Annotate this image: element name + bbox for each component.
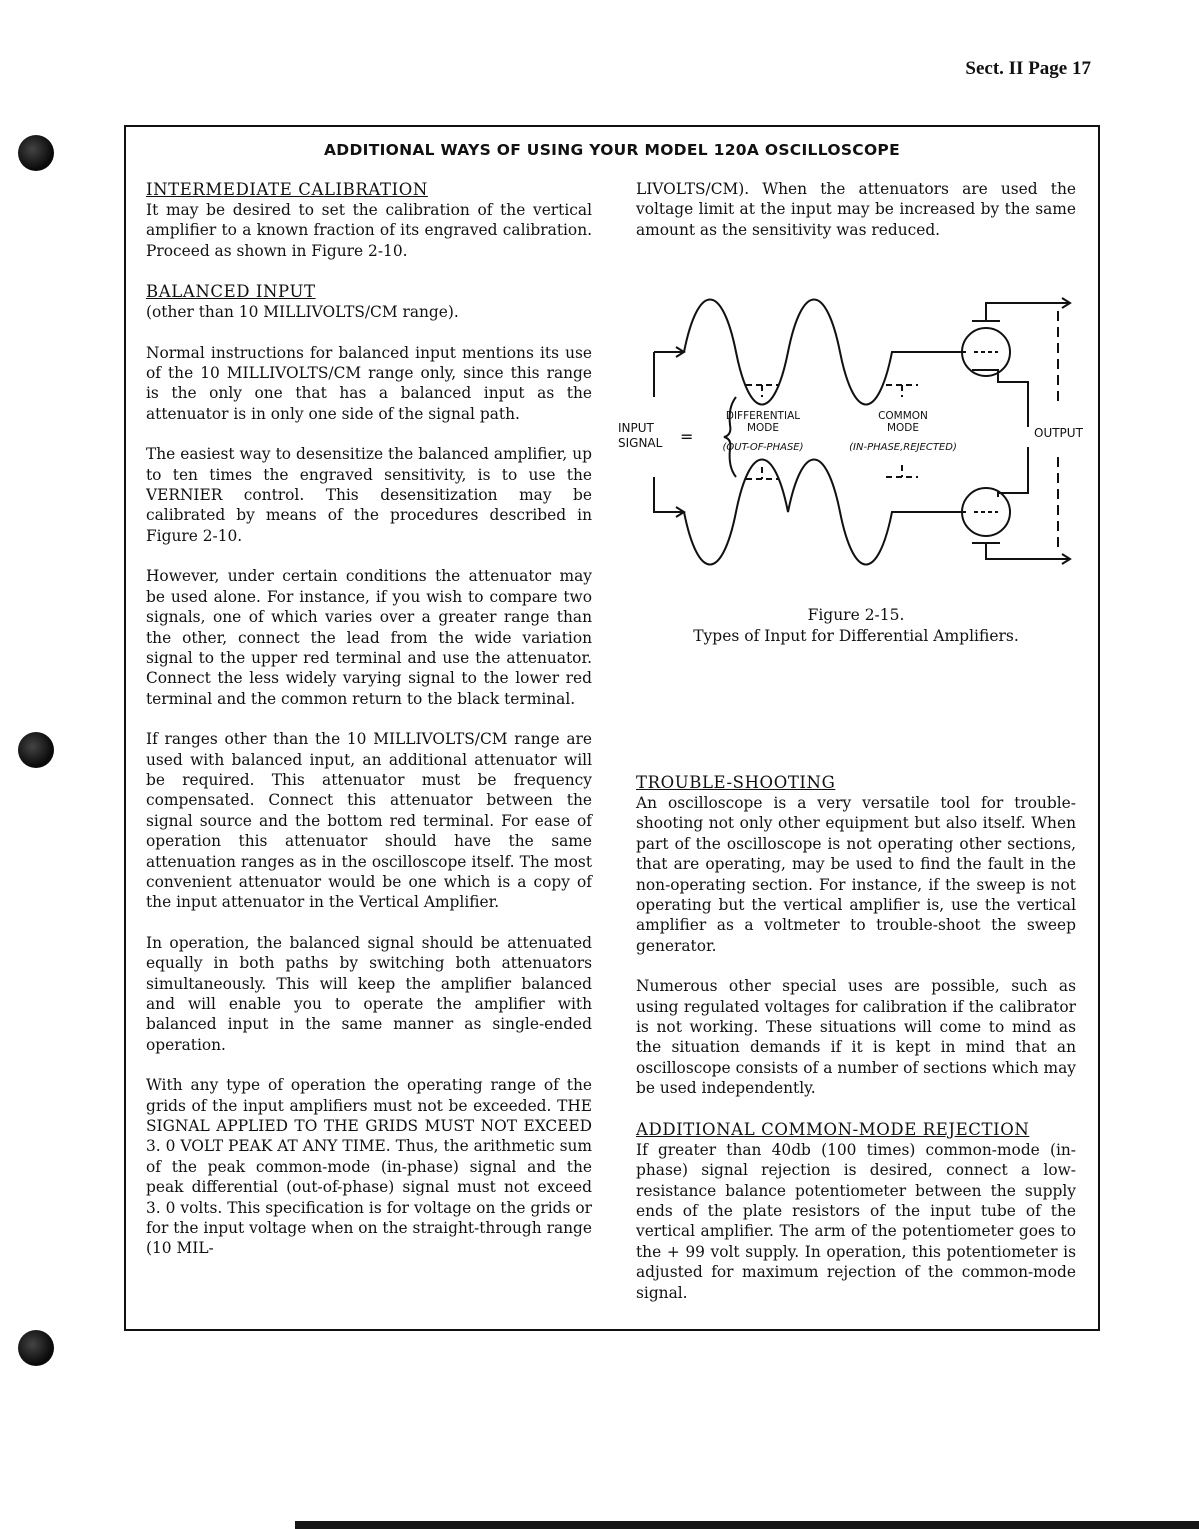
upper-tube-plate <box>972 303 1070 321</box>
paragraph-operation: In operation, the balanced signal should be attenuated equally in both paths by switching both attenuators simultaneously. This will keep the amplifier balanced and will enable you to operate the amplifier with balanced input in the same manner as single-ended operation. <box>146 933 592 1054</box>
diff-label-3: (OUT-OF-PHASE) <box>722 442 804 453</box>
common-lower-marker <box>886 465 918 477</box>
figure-2-15-diagram <box>618 297 1098 577</box>
heading-balanced-input: BALANCED INPUT <box>146 282 316 302</box>
paragraph-continuation: LIVOLTS/CM). When the attenuators are used the voltage limit at the input may be increased by the same amount as the sensitivity was reduced. <box>636 180 1076 239</box>
upper-sine-wave <box>684 300 966 405</box>
common-label-2: MODE <box>886 422 920 434</box>
paragraph-trouble-shooting: An oscilloscope is a very versatile tool for trouble-shooting not only other equipment but also itself. When part of the oscilloscope is not operating other sections, that are operating, may be used to find the fault in the non-operating section. For instance, if the sweep is not operating but the vertical amplifier is, use the vertical amplifier as a voltmeter to trouble-shoot the sweep generator. <box>636 794 1076 955</box>
diff-label-2: MODE <box>746 422 780 434</box>
figure-title: Types of Input for Differential Amplifiers. <box>693 627 1019 645</box>
lower-tube-plate <box>972 543 1070 559</box>
right-column-bottom <box>636 772 1076 1323</box>
input-label-2: SIGNAL <box>618 436 663 450</box>
common-label-1: COMMON <box>878 410 928 422</box>
paragraph-additional-attenuator: If ranges other than the 10 MILLIVOLTS/CM range are used with balanced input, an additional attenuator will be required. This attenuator must be frequency compensated. Connect this attenuator between the signal source and the bottom red terminal. For ease of operation this attenuator should have the same attenuation ranges as in the oscilloscope itself. The most convenient attenuator would be one which is a copy of the input attenuator in the Vertical Amplifier. <box>146 730 592 912</box>
figure-number: Figure 2-15. <box>807 606 905 624</box>
content-frame <box>124 125 1100 1331</box>
right-column-top <box>636 179 1076 260</box>
upper-tube-cathode <box>972 370 1028 427</box>
paragraph-operating-range: With any type of operation the operating range of the grids of the input amplifiers must not be exceeded. THE SIGNAL APPLIED TO THE GRIDS MUST NOT EXCEED 3. 0 VOLT PEAK AT ANY TIME. Thus, the arithmetic sum of the peak common-mode (in-phase) signal and the peak differential (out-of-phase) signal must not exceed 3. 0 volts. This specification is for voltage on the grids or for the input voltage when on the straight-through range (10 MIL- <box>146 1076 592 1258</box>
common-label-3: (IN-PHASE,REJECTED) <box>849 442 957 453</box>
lower-input-lead <box>654 477 682 512</box>
binder-hole-bottom <box>18 1330 54 1366</box>
paragraph-attenuator-alone: However, under certain conditions the attenuator may be used alone. For instance, if you wish to compare two signals, one of which varies over a greater range than the other, connect the lead from the wide variation signal to the upper red terminal and use the attenuator. Connect the less widely varying signal to the lower red terminal and the common return to the black terminal. <box>146 567 592 708</box>
binder-hole-middle <box>18 732 54 768</box>
figure-caption <box>636 605 1076 647</box>
output-label: OUTPUT <box>1034 426 1083 440</box>
lower-sine-wave <box>684 460 966 565</box>
page-header: Sect. II Page 17 <box>965 58 1091 79</box>
input-brace <box>724 397 736 477</box>
equals-sign: = <box>680 427 694 446</box>
scan-edge-bar <box>295 1521 1199 1529</box>
page-title: ADDITIONAL WAYS OF USING YOUR MODEL 120A OSCILLOSCOPE <box>324 141 900 159</box>
diff-label-1: DIFFERENTIAL <box>725 410 801 422</box>
paragraph-special-uses: Numerous other special uses are possible, such as using regulated voltages for calibration if the calibrator is not working. These situations will come to mind as the situation demands if it is kept in mind that an oscilloscope consists of a number of sections which may be used independently. <box>636 977 1076 1098</box>
lower-tube-envelope <box>962 488 1010 536</box>
paragraph-desensitize: The easiest way to desensitize the balanced amplifier, up to ten times the engraved sensitivity, is to use the VERNIER control. This desensitization may be calibrated by means of the procedures described in Figure 2-10. <box>146 445 592 545</box>
left-column <box>146 179 592 1279</box>
common-upper-marker <box>886 385 918 397</box>
subheading-balanced-input: (other than 10 MILLIVOLTS/CM range). <box>146 303 459 322</box>
input-label-1: INPUT <box>618 421 654 435</box>
upper-tube-envelope <box>962 328 1010 376</box>
paragraph-common-mode-rejection: If greater than 40db (100 times) common-mode (in-phase) signal rejection is desired, connect a low-resistance balance potentiometer between the supply ends of the plate resistors of the input tube of the vertical amplifier. The arm of the potentiometer goes to the + 99 volt supply. In operation, this potentiometer is adjusted for maximum rejection of the common-mode signal. <box>636 1140 1076 1302</box>
paragraph-calibration: It may be desired to set the calibration of the vertical amplifier to a known fraction of its engraved calibration. Proceed as shown in Figure 2-10. <box>146 201 592 260</box>
paragraph-normal-instructions: Normal instructions for balanced input mentions its use of the 10 MILLIVOLTS/CM range only, since this range is the only one that has a balanced input as the attenuator is in only one side of the signal path. <box>146 343 592 423</box>
heading-intermediate-calibration: INTERMEDIATE CALIBRATION <box>146 180 428 199</box>
binder-hole-top <box>18 135 54 171</box>
lower-tube-cathode <box>998 447 1028 497</box>
heading-trouble-shooting: TROUBLE-SHOOTING <box>636 773 836 792</box>
heading-common-mode-rejection: ADDITIONAL COMMON-MODE REJECTION <box>636 1119 1030 1139</box>
